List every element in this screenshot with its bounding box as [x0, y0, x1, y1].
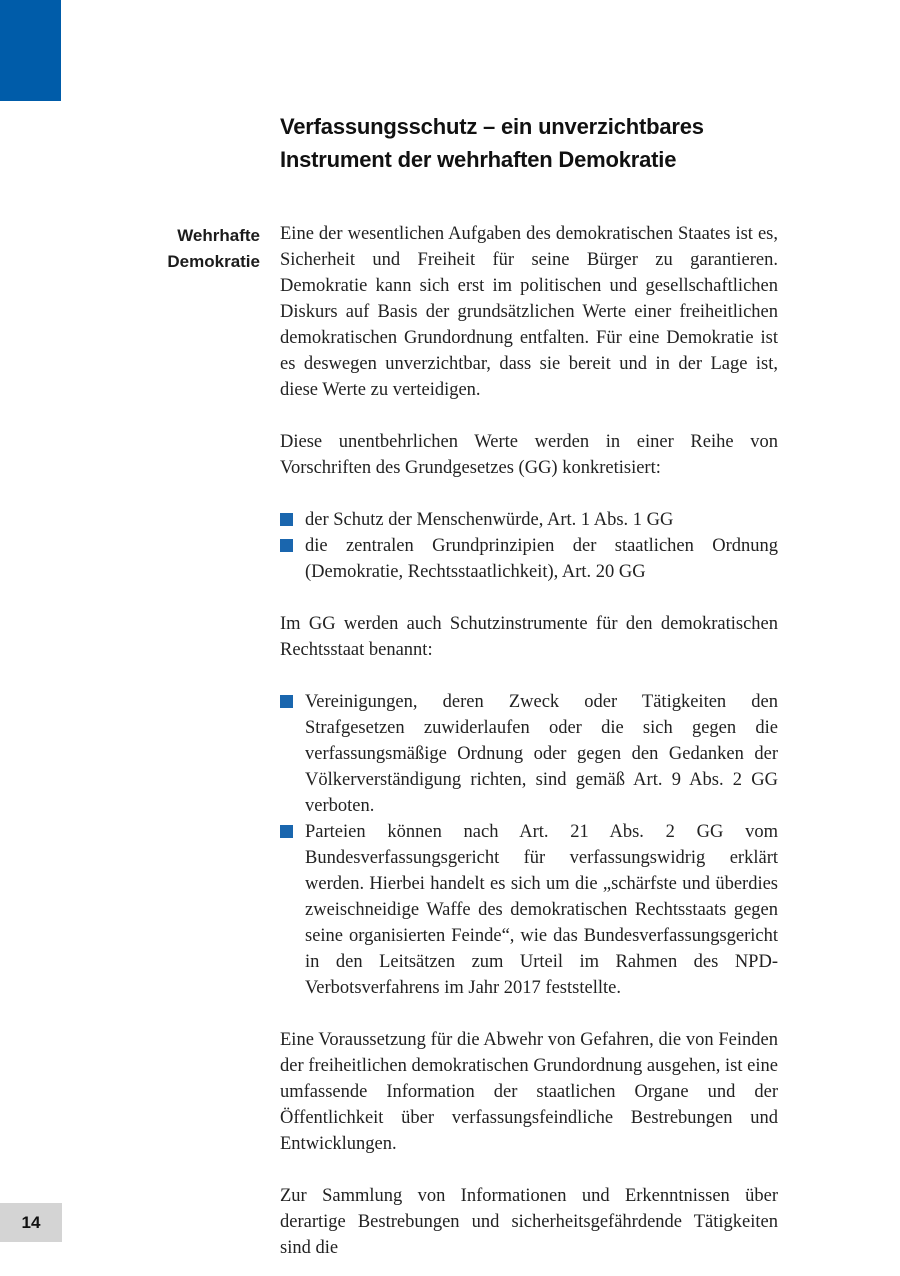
square-bullet-icon [280, 539, 293, 552]
square-bullet-icon [280, 825, 293, 838]
list-item [280, 507, 778, 533]
page-title-line-2: Instrument der wehrhaften Demokratie [280, 147, 677, 172]
paragraph-4: Eine Voraussetzung für die Abwehr von Gefahren, die von Feinden der freiheitlichen demokratischen Grundordnung ausgehen, ist eine umfassende Information der staatlichen Organe und der Öffentlichkeit über verfassungsfeindliche Bestrebungen und Entwicklungen. [280, 1030, 778, 1154]
body-text-column [280, 221, 778, 1276]
page-number-box [0, 1203, 62, 1242]
page-title [280, 110, 800, 176]
list-item [280, 689, 778, 819]
list-item-text: die zentralen Grundprinzipien der staatlichen Ordnung (Demokratie, Rechtsstaatlichkeit), Art. 20 GG [305, 536, 778, 582]
margin-label-line-1: Wehrhafte [177, 226, 260, 245]
list-item-text: der Schutz der Menschenwürde, Art. 1 Abs. 1 GG [305, 510, 674, 530]
corner-accent-block [0, 0, 61, 101]
bullet-list-2 [280, 689, 778, 1001]
paragraph-1: Eine der wesentlichen Aufgaben des demokratischen Staates ist es, Sicherheit und Freiheit für seine Bürger zu garantieren. Demokratie kann sich erst im politischen und gesellschaftlichen Diskurs auf Basis der grundsätzlichen Werte einer freiheitlichen demokratischen Grundordnung entfalten. Für eine Demokratie ist es deswegen unverzichtbar, dass sie bereit und in der Lage ist, diese Werte zu verteidigen. [280, 224, 778, 400]
list-item [280, 819, 778, 1001]
margin-label-line-2: Demokratie [167, 252, 260, 271]
bullet-list-1 [280, 507, 778, 585]
margin-label [60, 223, 260, 275]
paragraph-2: Diese unentbehrlichen Werte werden in einer Reihe von Vorschriften des Grundgesetzes (GG) konkretisiert: [280, 432, 778, 478]
page-title-line-1: Verfassungsschutz – ein unverzichtbares [280, 114, 704, 139]
list-item [280, 533, 778, 585]
paragraph-5: Zur Sammlung von Informationen und Erkenntnissen über derartige Bestrebungen und sicherheitsgefährdende Tätigkeiten sind die [280, 1186, 778, 1258]
list-item-text: Parteien können nach Art. 21 Abs. 2 GG vom Bundesverfassungsgericht für verfassungswidrig erklärt werden. Hierbei handelt es sich um die „schärfste und überdies zweischneidige Waffe des demokratischen Rechtsstaats gegen seine organisierten Feinde“, wie das Bundesverfassungsgericht in den Leitsätzen zum Urteil im Rahmen des NPD-Verbotsverfahrens im Jahr 2017 feststellte. [305, 822, 778, 998]
page-number: 14 [21, 1212, 41, 1232]
paragraph-3: Im GG werden auch Schutzinstrumente für den demokratischen Rechtsstaat benannt: [280, 614, 778, 660]
list-item-text: Vereinigungen, deren Zweck oder Tätigkeiten den Strafgesetzen zuwiderlaufen oder die sich gegen die verfassungsmäßige Ordnung oder gegen den Gedanken der Völkerverständigung richten, sind gemäß Art. 9 Abs. 2 GG verboten. [305, 692, 778, 816]
square-bullet-icon [280, 695, 293, 708]
square-bullet-icon [280, 513, 293, 526]
